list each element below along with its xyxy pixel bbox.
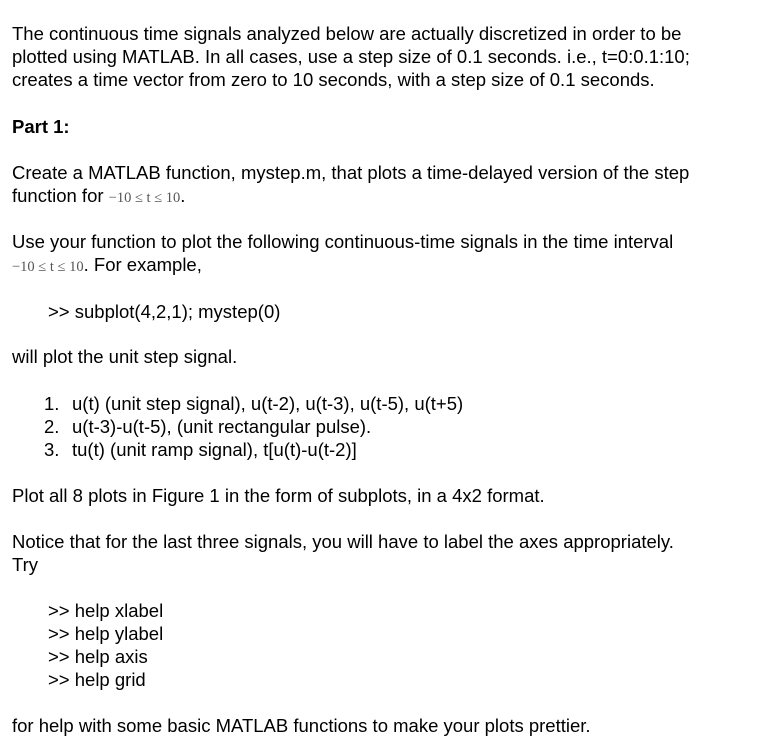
plot-instruction: Plot all 8 plots in Figure 1 in the form of subplots, in a 4x2 format. (12, 485, 545, 506)
example-result: will plot the unit step signal. (12, 346, 238, 367)
function-para-suffix: . (180, 185, 186, 206)
intro-line-1: The continuous time signals analyzed below are actually discretized in order to be (12, 23, 682, 44)
function-para-prefix: function for (12, 185, 109, 206)
signal-number: 3. (44, 439, 60, 460)
signal-text: u(t) (unit step signal), u(t-2), u(t-3), u(t-5), u(t+5) (72, 393, 464, 414)
signal-list-item (44, 393, 463, 415)
signal-list-item (44, 416, 371, 438)
notice-line-2: Try (12, 554, 39, 575)
signal-list-item (44, 439, 357, 461)
use-para-line-2 (12, 254, 202, 278)
notice-line-1: Notice that for the last three signals, you will have to label the axes appropriately. (12, 531, 674, 552)
use-para-line-1: Use your function to plot the following continuous-time signals in the time interval (12, 231, 674, 252)
help-command: >> help grid (48, 669, 146, 690)
intro-line-3: creates a time vector from zero to 10 seconds, with a step size of 0.1 seconds. (12, 69, 655, 90)
help-command: >> help axis (48, 646, 148, 667)
function-interval-math: −10 ≤ t ≤ 10 (108, 190, 181, 206)
help-command: >> help ylabel (48, 623, 164, 644)
use-para-suffix: . For example, (83, 254, 202, 275)
part-heading: Part 1: (12, 116, 70, 137)
use-interval-math: −10 ≤ t ≤ 10 (12, 259, 84, 275)
signal-number: 2. (44, 416, 60, 437)
signal-text: tu(t) (unit ramp signal), t[u(t)-u(t-2)] (72, 439, 357, 460)
intro-line-2: plotted using MATLAB. In all cases, use a step size of 0.1 seconds. i.e., t=0:0.1:10; (12, 46, 690, 67)
example-code: >> subplot(4,2,1); mystep(0) (48, 301, 281, 322)
function-para-line-2 (12, 185, 185, 209)
function-para-line-1: Create a MATLAB function, mystep.m, that plots a time-delayed version of the step (12, 162, 690, 183)
signal-text: u(t-3)-u(t-5), (unit rectangular pulse). (72, 416, 372, 437)
closing-line: for help with some basic MATLAB functions to make your plots prettier. (12, 715, 591, 736)
signal-number: 1. (44, 393, 60, 414)
help-command: >> help xlabel (48, 600, 164, 621)
